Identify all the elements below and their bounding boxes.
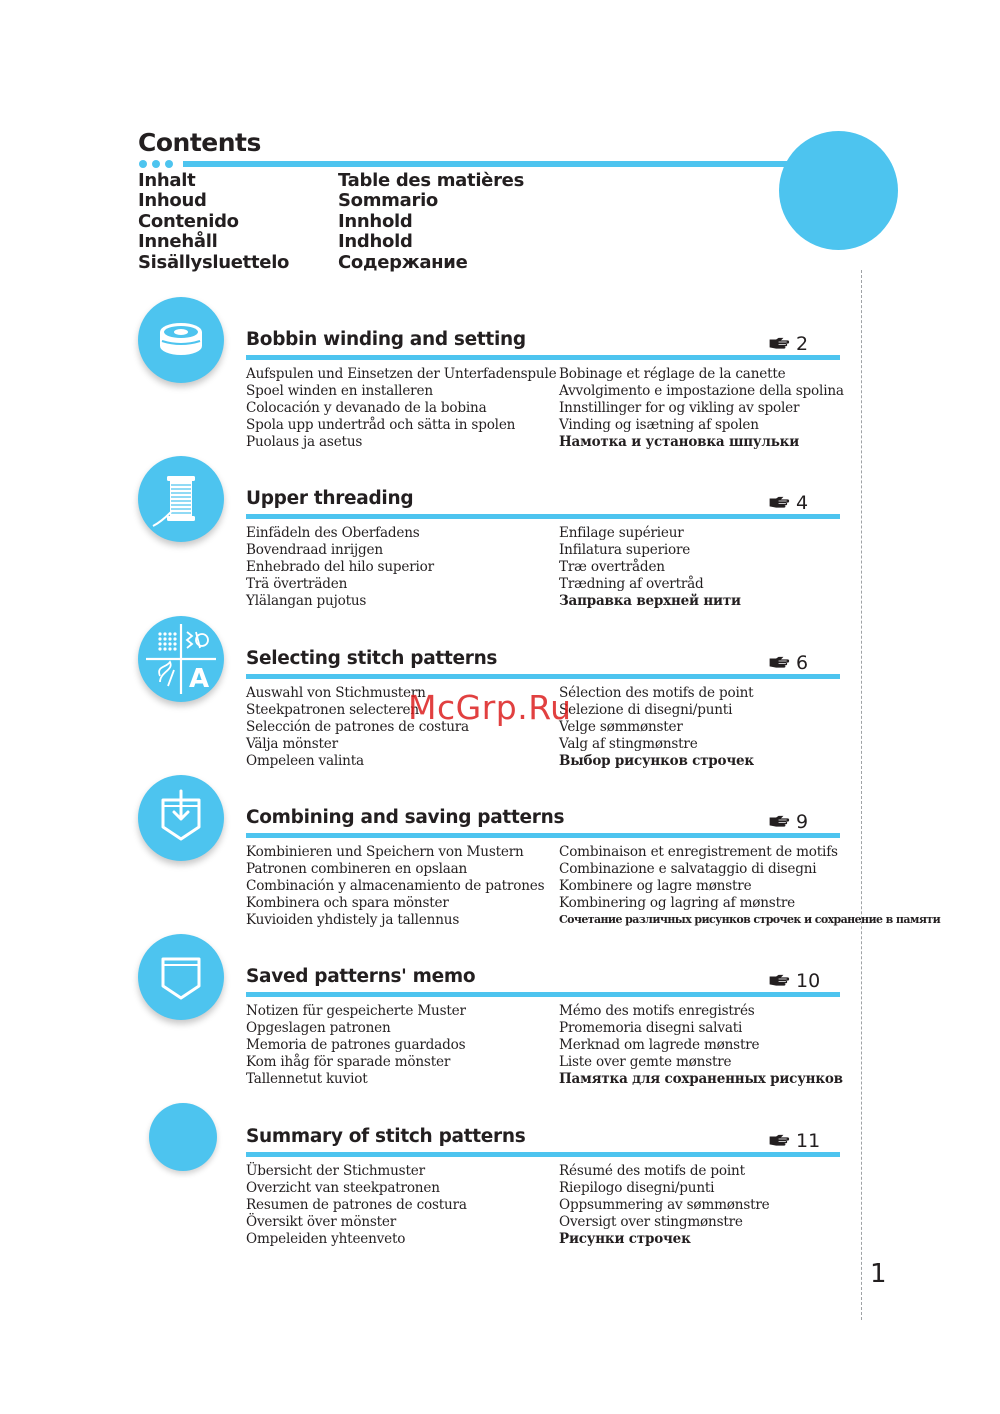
translation-line: Памятка для сохраненных рисунков xyxy=(559,1070,843,1087)
translations-left xyxy=(246,844,544,929)
translation-line: Combinazione e salvataggio di disegni xyxy=(559,860,817,877)
translations-left xyxy=(246,525,434,610)
page-number: 1 xyxy=(870,1259,887,1289)
translations-right xyxy=(559,685,754,770)
pocket-save-icon xyxy=(138,775,224,861)
stitch-patterns-icon xyxy=(138,616,224,702)
translation-line: Enhebrado del hilo superior xyxy=(246,558,434,575)
translations-left xyxy=(246,366,556,451)
translation-line: Bovendraad inrijgen xyxy=(246,541,383,558)
translation-line: Aufspulen und Einsetzen der Unterfadenspule xyxy=(246,366,557,382)
translations-right xyxy=(559,525,741,610)
translation-line: Patronen combineren en opslaan xyxy=(246,860,468,877)
translation-line: Infilatura superiore xyxy=(559,541,691,558)
translation-title: Inhalt xyxy=(138,170,196,191)
translation-line: Kombinera och spara mönster xyxy=(246,894,449,911)
translation-line: Trædning af overtråd xyxy=(559,575,704,592)
pointing-hand-icon xyxy=(768,656,794,670)
page-edge-dashed-rule xyxy=(861,270,862,1320)
translation-line: Colocación y devanado de la bobina xyxy=(246,399,487,416)
translation-line: Avvolgimento e impostazione della spolina xyxy=(559,382,844,399)
translation-line: Combinaison et enregistrement de motifs xyxy=(559,844,838,860)
translations-right xyxy=(559,844,940,929)
translation-line: Заправка верхней нити xyxy=(559,592,741,609)
header-circle-decoration xyxy=(779,131,898,250)
translation-line: Spola upp undertråd och sätta in spolen xyxy=(246,416,516,433)
pointing-hand-icon xyxy=(768,496,794,510)
translation-line: Tallennetut kuviot xyxy=(246,1070,368,1087)
translation-line: Memoria de patrones guardados xyxy=(246,1036,466,1053)
pocket-icon xyxy=(138,934,224,1020)
translation-line: Innstillinger for og vikling av spoler xyxy=(559,399,800,416)
watermark-text: McGrp.Ru xyxy=(408,688,572,727)
translation-title: Innhold xyxy=(338,210,413,232)
translation-line: Résumé des motifs de point xyxy=(559,1163,745,1179)
translation-line: Valg af stingmønstre xyxy=(559,735,698,752)
translation-title: Contenido xyxy=(138,210,239,232)
translations-right xyxy=(559,1003,843,1088)
page-reference-number: 9 xyxy=(796,811,809,833)
section-title: Saved patterns' memo xyxy=(246,966,476,987)
translation-line: Sélection des motifs de point xyxy=(559,685,754,701)
translation-line: Kombinere og lagre mønstre xyxy=(559,877,752,894)
translation-line: Рисунки строчек xyxy=(559,1230,691,1247)
translation-title: Inhoud xyxy=(138,190,207,212)
translation-line: Einfädeln des Oberfadens xyxy=(246,525,420,541)
translation-line: Notizen für gespeicherte Muster xyxy=(246,1003,466,1019)
pointing-hand-icon xyxy=(768,337,794,351)
translation-line: Kuvioiden yhdistely ja tallennus xyxy=(246,911,460,928)
pointing-hand-icon xyxy=(768,815,794,829)
bobbin-icon xyxy=(138,297,224,383)
translation-line: Oversigt over stingmønstre xyxy=(559,1213,743,1230)
translation-line: Kombinieren und Speichern von Mustern xyxy=(246,844,524,860)
page-reference[interactable] xyxy=(768,969,820,993)
translation-line: Selezione di disegni/punti xyxy=(559,701,733,718)
contents-translations-right xyxy=(338,171,524,273)
contents-translations-left xyxy=(138,171,289,273)
translation-title: Содержание xyxy=(338,251,468,273)
section-rule xyxy=(246,833,840,838)
translation-line: Trä överträden xyxy=(246,575,348,592)
pointing-hand-icon xyxy=(768,974,794,988)
translation-line: Resumen de patrones de costura xyxy=(246,1196,467,1213)
section-combining-saving xyxy=(0,775,941,935)
translations-right xyxy=(559,1163,770,1248)
pointing-hand-icon xyxy=(768,1134,794,1148)
section-rule xyxy=(246,1152,840,1157)
translation-line: Vinding og isætning af spolen xyxy=(559,416,759,433)
blank-circle-icon xyxy=(149,1103,217,1171)
translation-line: Promemoria disegni salvati xyxy=(559,1019,743,1036)
page-reference[interactable] xyxy=(768,810,808,834)
translation-title: Table des matières xyxy=(338,170,524,191)
translations-left xyxy=(246,1163,467,1248)
translation-line: Kom ihåg för sparade mönster xyxy=(246,1053,451,1070)
header-dots xyxy=(139,160,179,168)
translation-line: Ylälangan pujotus xyxy=(246,592,367,609)
section-rule xyxy=(246,514,840,519)
page-reference-number: 11 xyxy=(796,1130,821,1152)
translation-title: Indhold xyxy=(338,231,413,253)
translation-line: Намотка и установка шпульки xyxy=(559,433,800,450)
translation-line: Velge sømmønster xyxy=(559,718,683,735)
translation-line: Översikt över mönster xyxy=(246,1213,397,1230)
header-rule xyxy=(183,161,813,167)
translation-line: Riepilogo disegni/punti xyxy=(559,1179,715,1196)
translation-line: Puolaus ja asetus xyxy=(246,433,363,450)
translation-title: Sommario xyxy=(338,190,439,212)
section-rule xyxy=(246,674,840,679)
section-summary-stitch-patterns xyxy=(0,1094,860,1254)
translation-line: Spoel winden en installeren xyxy=(246,382,433,399)
translations-left xyxy=(246,1003,466,1088)
translation-line: Auswahl von Stichmustern xyxy=(246,685,426,701)
section-title: Combining and saving patterns xyxy=(246,807,565,828)
translation-line: Liste over gemte mønstre xyxy=(559,1053,732,1070)
page-reference[interactable] xyxy=(768,332,808,356)
translation-line: Steekpatronen selecteren xyxy=(246,701,419,718)
translation-line: Ompeleen valinta xyxy=(246,752,364,769)
translation-line: Merknad om lagrede mønstre xyxy=(559,1036,760,1053)
section-rule xyxy=(246,355,840,360)
svg-text:A: A xyxy=(189,664,210,694)
section-rule xyxy=(246,992,840,997)
page-reference-number: 4 xyxy=(796,492,809,514)
translation-line: Mémo des motifs enregistrés xyxy=(559,1003,755,1019)
page-title: Contents xyxy=(138,128,261,157)
translation-line: Overzicht van steekpatronen xyxy=(246,1179,440,1196)
translation-line: Træ overtråden xyxy=(559,558,665,575)
translation-line: Kombinering og lagring af mønstre xyxy=(559,894,795,911)
translation-line: Enfilage supérieur xyxy=(559,525,684,541)
thread-spool-icon xyxy=(138,456,224,542)
translation-line: Bobinage et réglage de la canette xyxy=(559,366,786,382)
page-reference-number: 6 xyxy=(796,652,809,674)
translation-line: Combinación y almacenamiento de patrones xyxy=(246,877,545,894)
section-title: Selecting stitch patterns xyxy=(246,648,498,669)
translation-line: Сочетание различных рисунков строчек и сохранение в памяти xyxy=(559,912,941,926)
section-title: Bobbin winding and setting xyxy=(246,329,526,350)
translation-title: Sisällysluettelo xyxy=(138,251,290,273)
translation-line: Ompeleiden yhteenveto xyxy=(246,1230,406,1247)
translation-line: Выбор рисунков строчек xyxy=(559,752,754,769)
section-title: Summary of stitch patterns xyxy=(246,1126,526,1147)
section-upper-threading xyxy=(0,456,860,616)
section-title: Upper threading xyxy=(246,488,414,509)
section-saved-patterns-memo xyxy=(0,934,860,1094)
translation-line: Välja mönster xyxy=(246,735,338,752)
translation-line: Oppsummering av sømmønstre xyxy=(559,1196,770,1213)
translation-title: Innehåll xyxy=(138,231,218,253)
translation-line: Übersicht der Stichmuster xyxy=(246,1163,425,1179)
page-reference[interactable] xyxy=(768,491,808,515)
page-reference-number: 10 xyxy=(796,970,821,992)
page-reference-number: 2 xyxy=(796,333,809,355)
translations-right xyxy=(559,366,844,451)
translation-line: Opgeslagen patronen xyxy=(246,1019,391,1036)
section-bobbin-winding xyxy=(0,297,860,457)
translation-line: Selección de patrones de costura xyxy=(246,718,469,735)
page-reference[interactable] xyxy=(768,1129,820,1153)
page-reference[interactable] xyxy=(768,651,808,675)
